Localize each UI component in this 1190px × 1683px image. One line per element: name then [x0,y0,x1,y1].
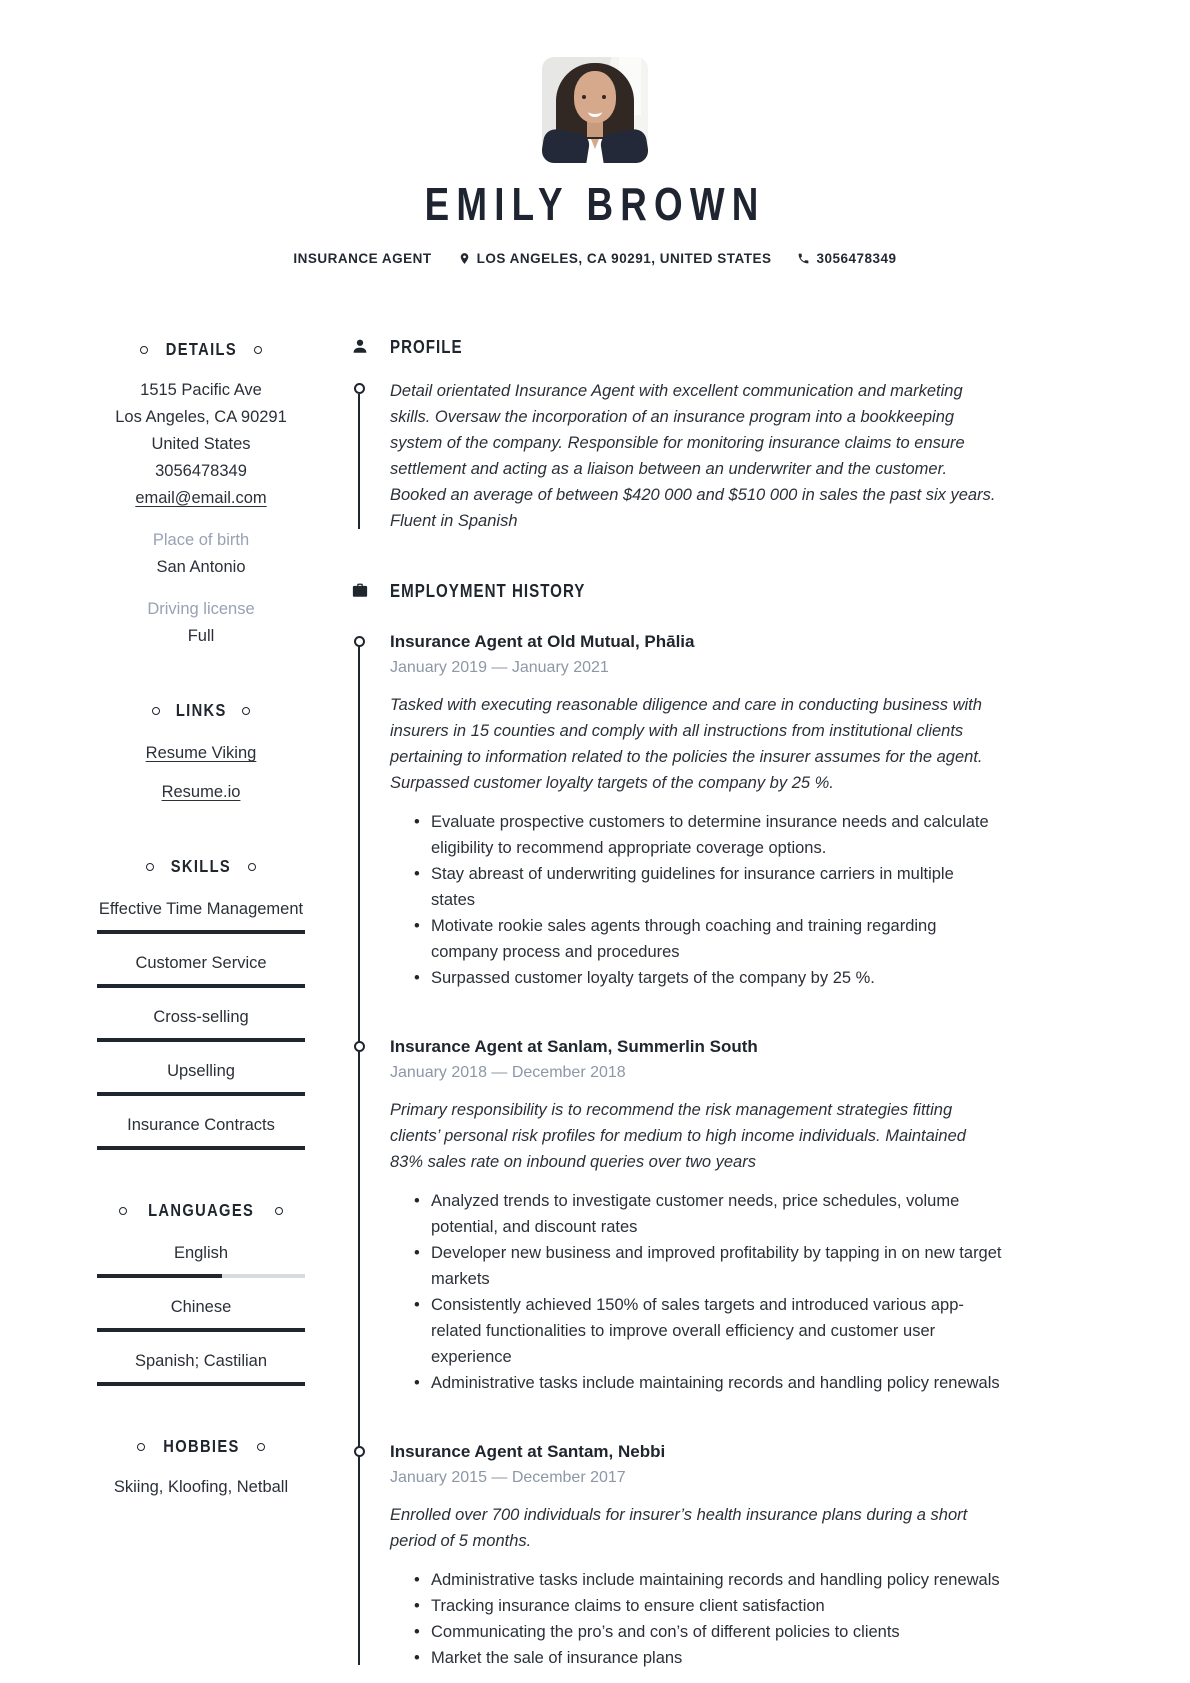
bullet-item: • Developer new business and improved profitability by tapping in on new target markets [390,1240,1002,1292]
name-row [0,177,1190,231]
languages-section [97,1197,305,1386]
skill-bar [97,1092,305,1096]
links-section [97,697,305,806]
skill-label: Upselling [167,1062,235,1080]
sidebar [97,336,305,1671]
skills-heading-label: SKILLS [170,856,232,876]
links-heading [97,697,305,724]
location-item [458,251,772,266]
ring-icon [140,346,148,354]
details-heading-label: DETAILS [165,339,237,359]
bullet-item: • Surpassed customer loyalty targets of the company by 25 %. [390,965,1002,991]
skill-item [97,1294,305,1332]
hobbies-heading [97,1433,305,1460]
employment-section [351,580,1002,1671]
job-entry-summary: Primary responsibility is to recommend the risk management strategies fitting clients’ personal risk profiles for medium to high income individuals. Maintained 83% sales rate on inbound queries over two years [390,1101,966,1171]
map-pin-icon [458,252,471,265]
contact-line [0,251,1190,266]
skill-bar [97,930,305,934]
skill-bar-fill [97,1382,305,1386]
ring-icon [152,707,160,715]
timeline-marker [354,636,365,647]
license-label: Driving license [147,600,255,618]
links-heading-label: LINKS [175,700,227,720]
license-value: Full [187,627,215,645]
job-title-header [293,251,431,266]
skill-label: English [173,1244,229,1262]
phone-number: 3056478349 [155,462,247,480]
external-link[interactable]: Resume Viking [145,744,257,762]
skill-bar-fill [97,930,305,934]
skill-label: Chinese [170,1298,232,1316]
profile-photo [542,57,648,163]
skill-item [97,1112,305,1150]
phone-icon [797,252,810,265]
skill-label: Customer Service [135,954,267,972]
bullet-item: • Market the sale of insurance plans [390,1645,1002,1671]
ring-icon [137,1443,145,1451]
address-line: United States [151,435,251,453]
job-title-text: INSURANCE AGENT [293,251,432,266]
ring-icon [257,1443,265,1451]
ring-icon [146,863,154,871]
ring-icon [242,707,250,715]
skill-bar-fill [97,1328,305,1332]
email-link[interactable]: email@email.com [135,489,267,507]
details-section [97,336,305,650]
skills-heading [97,853,305,880]
hobbies-heading-label: HOBBIES [162,1436,240,1456]
ring-icon [119,1207,127,1215]
job-entry-dates: January 2019 — January 2021 [390,659,609,676]
skill-item [97,1058,305,1096]
briefcase-icon [351,581,369,599]
bullet-item: • Stay abreast of underwriting guidelines for insurance carriers in multiple states [390,861,1002,913]
skill-bar-fill [97,984,305,988]
job-bullet-list [390,1567,1002,1671]
skill-bar-fill [97,1146,305,1150]
languages-heading [97,1197,305,1224]
location-text: LOS ANGELES, CA 90291, UNITED STATES [476,251,772,266]
external-link[interactable]: Resume.io [161,783,241,801]
bullet-item: • Evaluate prospective customers to determine insurance needs and calculate eligibility to recommend appropriate coverage options. [390,809,1002,861]
languages-heading-label: LANGUAGES [147,1200,255,1220]
job-entry-dates: January 2015 — December 2017 [390,1469,626,1486]
ring-icon [254,346,262,354]
birth-label: Place of birth [152,531,250,549]
skill-bar [97,1274,305,1278]
skill-item [97,1240,305,1278]
ring-icon [275,1207,283,1215]
skill-bar [97,1382,305,1386]
skill-label: Insurance Contracts [127,1116,275,1134]
employment-heading: EMPLOYMENT HISTORY [390,581,586,601]
job-entry-title: Insurance Agent at Santam, Nebbi [390,1442,666,1461]
profile-heading: PROFILE [390,337,463,357]
hobbies-text: Skiing, Kloofing, Netball [113,1478,289,1496]
skill-label: Cross-selling [153,1008,249,1026]
bullet-item: • Administrative tasks include maintaining records and handling policy renewals [390,1370,1002,1396]
bullet-item: • Analyzed trends to investigate customer needs, price schedules, volume potential, and discount rates [390,1188,1002,1240]
profile-text: Detail orientated Insurance Agent with excellent communication and marketing skills. Oversaw the incorporation of an insurance program into a bookkeeping system of the company. Responsible for monitoring insurance claims to ensure settlement and acting as a liaison between an underwriter and the customer. Booked an average of between $420 000 and $510 000 in sales the past six years. Fluent in Spanish [390,382,996,530]
address-line: Los Angeles, CA 90291 [115,408,287,426]
job-entry-dates: January 2018 — December 2018 [390,1064,626,1081]
skill-item [97,1348,305,1386]
job-entry [390,1035,1002,1396]
skill-label: Effective Time Management [98,900,304,918]
profile-section [351,336,1002,534]
address-line: 1515 Pacific Ave [140,381,262,399]
job-entry-title: Insurance Agent at Sanlam, Summerlin South [390,1037,758,1056]
job-bullet-list [390,809,1002,991]
skill-item [97,1004,305,1042]
job-entry-title: Insurance Agent at Old Mutual, Phālia [390,632,695,651]
bullet-item: • Communicating the pro’s and con’s of different policies to clients [390,1619,1002,1645]
person-icon [351,337,369,355]
skill-item [97,896,305,934]
bullet-item: • Administrative tasks include maintaining records and handling policy renewals [390,1567,1002,1593]
birth-value: San Antonio [156,558,246,576]
job-entry-summary: Tasked with executing reasonable diligence and care in conducting business with insurers in 15 counties and comply with all instructions from institutional clients pertaining to information related to the policies the insurer assumes for the agent. Surpassed customer loyalty targets of the company by 25 %. [390,696,983,792]
bullet-item: • Tracking insurance claims to ensure client satisfaction [390,1593,1002,1619]
phone-item [797,251,896,266]
job-bullet-list [390,1188,1002,1396]
page-title: EMILY BROWN [424,178,766,230]
skill-bar [97,1038,305,1042]
job-entry [390,1440,1002,1671]
job-entry [390,630,1002,991]
skill-label: Spanish; Castilian [134,1352,268,1370]
timeline-line [358,394,360,529]
skill-bar [97,1146,305,1150]
bullet-item: • Motivate rookie sales agents through coaching and training regarding company process and procedures [390,913,1002,965]
hobbies-section [97,1433,305,1501]
details-heading [97,336,305,363]
ring-icon [248,863,256,871]
skill-bar [97,984,305,988]
skills-section [97,853,305,1150]
skill-bar-fill [97,1274,222,1278]
phone-text: 3056478349 [816,251,897,266]
skill-bar-fill [97,1092,305,1096]
timeline-marker [354,1041,365,1052]
skill-bar-fill [97,1038,305,1042]
timeline-marker [354,383,365,394]
bullet-item: • Consistently achieved 150% of sales targets and introduced various app-related functionalities to improve overall efficiency and customer user experience [390,1292,1002,1370]
timeline-marker [354,1446,365,1457]
main-column [351,336,1002,1671]
skill-bar [97,1328,305,1332]
skill-item [97,950,305,988]
job-entry-summary: Enrolled over 700 individuals for insurer’s health insurance plans during a short period of 5 months. [390,1506,968,1550]
timeline-line [358,644,360,1665]
